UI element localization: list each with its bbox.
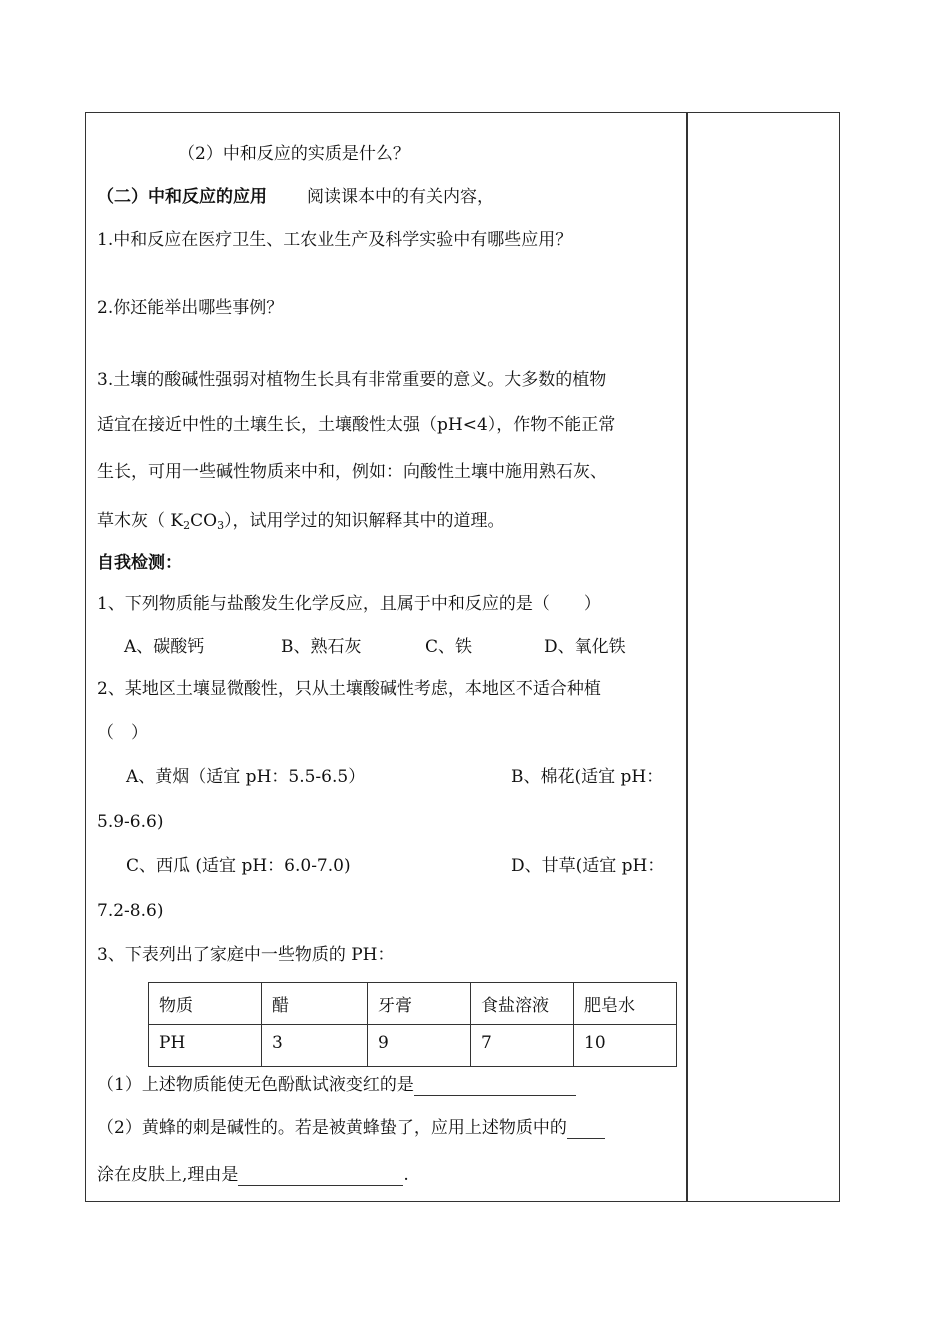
item-3-line-3: 生长，可用一些碱性物质来中和，例如：向酸性土壤中施用熟石灰、 — [97, 462, 607, 482]
question-2: （2）中和反应的实质是什么？ — [178, 144, 410, 164]
table-cell: 3 — [262, 1025, 368, 1067]
table-row — [149, 983, 677, 1025]
exercise-2-paren: （ ） — [97, 723, 148, 743]
exercise-1: 1、下列物质能与盐酸发生化学反应，且属于中和反应的是（ ） — [97, 594, 601, 614]
exercise-3-question-2 — [97, 1117, 605, 1139]
exercise-2-option-b-cont: 5.9-6.6) — [97, 812, 164, 832]
exercise-3-question-2b-text: 涂在皮肤上,理由是 — [97, 1165, 239, 1185]
period: . — [403, 1165, 409, 1185]
exercise-3-question-1-text: （1）上述物质能使无色酚酞试液变红的是 — [97, 1075, 414, 1095]
exercise-3-question-2-text: （2）黄蜂的刺是碱性的。若是被黄蜂蛰了，应用上述物质中的 — [97, 1118, 567, 1138]
answer-blank[interactable] — [238, 1169, 403, 1186]
exercise-1-option-a: A、碳酸钙 — [124, 637, 205, 657]
exercise-2-option-b: B、棉花(适宜 pH： — [511, 767, 664, 787]
section-2-heading — [97, 186, 494, 208]
item-3-text-co: CO — [190, 511, 218, 531]
item-2: 2.你还能举出哪些事例？ — [97, 298, 284, 318]
exercise-3-question-2-cont — [97, 1164, 409, 1186]
subscript-2: 2 — [183, 519, 191, 532]
item-3-line-2: 适宜在接近中性的土壤生长，土壤酸性太强（pH<4），作物不能正常 — [97, 415, 616, 435]
exercise-1-option-c: C、铁 — [425, 637, 473, 657]
table-header-cell: 食盐溶液 — [471, 983, 574, 1025]
table-header-cell: 牙膏 — [368, 983, 471, 1025]
section-2-intro: 阅读课本中的有关内容， — [307, 187, 494, 207]
exercise-1-option-b: B、熟石灰 — [281, 637, 362, 657]
section-2-title: （二）中和反应的应用 — [97, 187, 267, 207]
table-header-cell: 物质 — [149, 983, 262, 1025]
table-cell: 7 — [471, 1025, 574, 1067]
item-3-line-1: 3.土壤的酸碱性强弱对植物生长具有非常重要的意义。大多数的植物 — [97, 370, 607, 390]
exercise-2: 2、某地区土壤显微酸性，只从土壤酸碱性考虑，本地区不适合种植 — [97, 679, 601, 699]
answer-blank[interactable] — [414, 1079, 576, 1096]
item-3-line-4 — [97, 510, 505, 537]
table-row — [149, 1025, 677, 1067]
exercise-2-option-a: A、黄烟（适宜 pH：5.5-6.5） — [126, 767, 366, 787]
exercise-2-option-c: C、西瓜 (适宜 pH：6.0-7.0) — [126, 856, 351, 876]
exercise-1-option-d: D、氧化铁 — [544, 637, 626, 657]
item-3-text-a: 草木灰（ K — [97, 511, 184, 531]
ph-table — [148, 982, 677, 1067]
table-header-cell: 醋 — [262, 983, 368, 1025]
table-row-label: PH — [149, 1025, 262, 1067]
answer-blank[interactable] — [567, 1122, 605, 1139]
exercise-2-option-d-cont: 7.2-8.6) — [97, 901, 164, 921]
column-divider — [686, 112, 688, 1202]
subscript-3: 3 — [217, 519, 225, 532]
exercise-3: 3、下表列出了家庭中一些物质的 PH： — [97, 945, 395, 965]
table-header-cell: 肥皂水 — [574, 983, 677, 1025]
exercise-3-question-1 — [97, 1074, 576, 1096]
exercise-2-option-d: D、甘草(适宜 pH： — [511, 856, 665, 876]
table-cell: 9 — [368, 1025, 471, 1067]
table-cell: 10 — [574, 1025, 677, 1067]
item-1: 1.中和反应在医疗卫生、工农业生产及科学实验中有哪些应用？ — [97, 230, 573, 250]
self-check-heading: 自我检测： — [97, 553, 182, 573]
item-3-text-b: ），试用学过的知识解释其中的道理。 — [224, 511, 505, 531]
